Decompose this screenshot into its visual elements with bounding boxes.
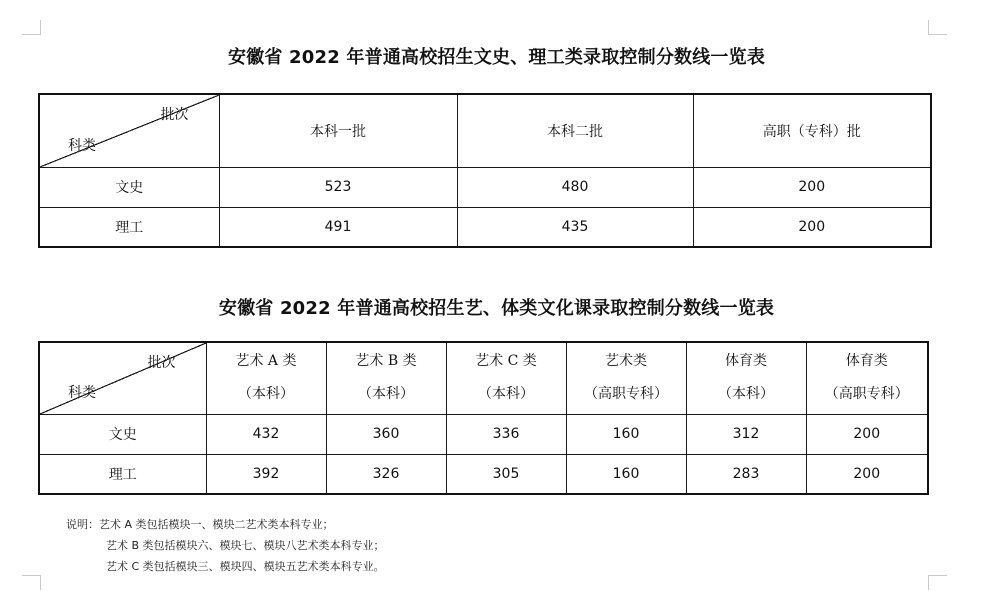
header-line: 体育类 (845, 353, 888, 370)
table2-title: 安徽省 2022 年普通高校招生艺、体类文化课录取控制分数线一览表 (218, 298, 775, 319)
table1-title: 安徽省 2022 年普通高校招生文史、理工类录取控制分数线一览表 (227, 47, 766, 68)
header-line: 体育类 (725, 353, 767, 370)
score-cell: 200 (693, 167, 931, 207)
score-cell: 312 (686, 414, 806, 454)
column-header (206, 342, 326, 414)
column-header: 本科一批 (219, 94, 457, 167)
header-line: （本科） (238, 386, 294, 403)
row-label: 理工 (39, 454, 206, 494)
page-corner-mark (22, 575, 41, 590)
note-line: 说明：艺术 A 类包括模块一、模块二艺术类本科专业； (66, 518, 334, 531)
column-header (806, 342, 928, 414)
table-row (39, 414, 928, 454)
score-cell: 160 (566, 454, 686, 494)
score-table-liberal-science (38, 93, 932, 248)
score-cell: 160 (566, 414, 686, 454)
diagonal-header-cell (39, 342, 206, 414)
column-header (686, 342, 806, 414)
header-line: 艺术类 (605, 353, 647, 370)
score-cell: 305 (446, 454, 566, 494)
header-line: （高职专科） (584, 386, 668, 403)
score-cell: 283 (686, 454, 806, 494)
score-cell: 200 (693, 207, 931, 247)
header-line: 艺术 A 类 (235, 353, 297, 370)
score-cell: 336 (446, 414, 566, 454)
score-cell: 491 (219, 207, 457, 247)
score-cell: 360 (326, 414, 446, 454)
column-header: 高职（专科）批 (693, 94, 931, 167)
score-cell: 392 (206, 454, 326, 494)
page-corner-mark (22, 20, 41, 35)
table-row (39, 167, 931, 207)
diagonal-header-cell (39, 94, 219, 167)
page-corner-mark (928, 20, 947, 35)
score-cell: 480 (457, 167, 693, 207)
column-header (446, 342, 566, 414)
batch-label: 批次 (147, 355, 176, 371)
batch-label: 批次 (160, 107, 189, 123)
score-cell: 200 (806, 414, 928, 454)
score-cell: 432 (206, 414, 326, 454)
column-header (326, 342, 446, 414)
score-cell: 326 (326, 454, 446, 494)
header-line: （本科） (358, 386, 414, 403)
row-label: 文史 (39, 414, 206, 454)
table-header-row (39, 94, 931, 167)
category-label: 科类 (68, 137, 96, 154)
page-corner-mark (928, 575, 947, 590)
table-row (39, 454, 928, 494)
header-line: （本科） (718, 386, 774, 403)
header-line: 艺术 B 类 (355, 353, 417, 370)
column-header: 本科二批 (457, 94, 693, 167)
table-header-row (39, 342, 928, 414)
header-line: 艺术 C 类 (475, 353, 537, 370)
score-table-art-sports (38, 341, 929, 495)
row-label: 理工 (39, 207, 219, 247)
table-row (39, 207, 931, 247)
note-line: 艺术 B 类包括模块六、模块七、模块八艺术类本科专业； (106, 539, 385, 552)
row-label: 文史 (39, 167, 219, 207)
score-cell: 200 (806, 454, 928, 494)
header-line: （高职专科） (824, 386, 909, 403)
category-label: 科类 (68, 384, 96, 401)
score-cell: 523 (219, 167, 457, 207)
note-line: 艺术 C 类包括模块三、模块四、模块五艺术类本科专业。 (106, 560, 385, 573)
score-cell: 435 (457, 207, 693, 247)
notes-section (66, 514, 385, 577)
column-header (566, 342, 686, 414)
header-line: （本科） (478, 386, 534, 403)
